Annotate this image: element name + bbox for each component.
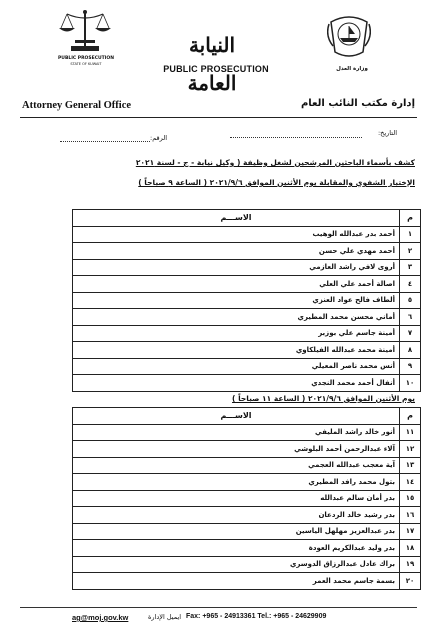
row-number: ٢٠ [400, 573, 421, 590]
table-row [73, 325, 421, 342]
table-row [73, 573, 421, 590]
table-row [73, 243, 421, 260]
candidate-name: اصالة أحمد علي العلي [73, 276, 400, 293]
row-number: ١٩ [400, 556, 421, 573]
candidate-name: أماني محسن محمد المطيري [73, 309, 400, 326]
scales-of-justice-icon [55, 8, 115, 56]
candidate-name: أروى لافي راشد العازمي [73, 259, 400, 276]
row-number: ٧ [400, 325, 421, 342]
table-row [73, 507, 421, 524]
candidate-name: بدر وليد عبدالكريم العودة [73, 540, 400, 557]
candidates-table-session-2 [72, 407, 421, 590]
table-row [73, 342, 421, 359]
row-number: ١٤ [400, 474, 421, 491]
candidate-name: آية معجب عبدالله العجمي [73, 457, 400, 474]
footer-phones: Fax: +965 - 24913361 Tel.: +965 - 24629909 [186, 613, 327, 620]
table-row [73, 490, 421, 507]
candidate-name: أنور خالد راشد المليفي [73, 424, 400, 441]
row-number: ٨ [400, 342, 421, 359]
public-prosecution-title: PUBLIC PROSECUTION [163, 64, 269, 74]
column-header-number: م [400, 210, 421, 227]
table-row [73, 523, 421, 540]
row-number: ٩ [400, 358, 421, 375]
document-heading: كشف بأسماء الباحثين المرشحين لشغل وظيفة ( وكيل نيابة - ج - لسنة ٢٠٢١ [135, 158, 415, 167]
date-label: التاريخ: [377, 129, 397, 137]
table-row [73, 226, 421, 243]
session-two-heading: يوم الأثنين الموافق ٢٠٢١/٩/٦ ( الساعة ١١ صباحاً ) [232, 394, 415, 403]
column-header-number: م [400, 408, 421, 425]
public-prosecution-logo: النيابة العامة [187, 33, 237, 95]
table-row [73, 556, 421, 573]
row-number: ٢ [400, 243, 421, 260]
table-row [73, 292, 421, 309]
row-number: ١ [400, 226, 421, 243]
row-number: ١٣ [400, 457, 421, 474]
candidate-name: ألطاف فالح عواد العنزي [73, 292, 400, 309]
footer-email-link[interactable]: ag@moj.gov.kw [72, 613, 129, 622]
row-number: ٤ [400, 276, 421, 293]
table-row [73, 276, 421, 293]
table-header-row [73, 408, 421, 425]
kuwait-emblem-icon [327, 12, 371, 60]
candidate-name: آلاء عبدالرحمن أحمد البلوشي [73, 441, 400, 458]
office-title-ar: إدارة مكتب النائب العام [300, 98, 415, 109]
column-header-name: الاســـم [73, 408, 400, 425]
candidate-name: بتول محمد رافد المطيري [73, 474, 400, 491]
row-number: ٦ [400, 309, 421, 326]
candidate-name: بسمة جاسم محمد العمر [73, 573, 400, 590]
header-divider [20, 117, 417, 118]
table-row [73, 259, 421, 276]
table-row [73, 540, 421, 557]
candidate-name: أمينة جاسم علي بوزبر [73, 325, 400, 342]
row-number: ١١ [400, 424, 421, 441]
reference-label: الرقم: [150, 134, 167, 142]
row-number: ١٥ [400, 490, 421, 507]
row-number: ٥ [400, 292, 421, 309]
candidate-name: أحمد مهدي علي حسن [73, 243, 400, 260]
row-number: ١٨ [400, 540, 421, 557]
candidate-name: أنفال أحمد محمد النجدي [73, 375, 400, 392]
left-emblem-line1: PUBLIC PROSECUTION [58, 56, 114, 61]
footer-email-label: ايميل الإدارة [148, 613, 182, 621]
column-header-name: الاســـم [73, 210, 400, 227]
table-header-row [73, 210, 421, 227]
candidate-name: بدر أمان سالم عبدالله [73, 490, 400, 507]
table-row [73, 441, 421, 458]
candidate-name: أحمد بدر عبدالله الوهيب [73, 226, 400, 243]
row-number: ٣ [400, 259, 421, 276]
table-row [73, 375, 421, 392]
ministry-label: وزارة العدل [336, 66, 368, 72]
candidate-name: بدر عبدالعزيز مهلهل الياسين [73, 523, 400, 540]
session-one-heading: الإختبار الشفوي والمقابلة يوم الأثنين الموافق ٢٠٢١/٩/٦ ( الساعة ٩ صباحاً ) [138, 178, 415, 187]
row-number: ١٦ [400, 507, 421, 524]
row-number: ١٢ [400, 441, 421, 458]
candidates-table-session-1 [72, 209, 421, 392]
table-row [73, 358, 421, 375]
candidate-name: بدر رشيد خالد الردعان [73, 507, 400, 524]
table-row [73, 457, 421, 474]
row-number: ١٠ [400, 375, 421, 392]
table-row [73, 424, 421, 441]
row-number: ١٧ [400, 523, 421, 540]
candidate-name: أمينة محمد عبدالله الفيلكاوي [73, 342, 400, 359]
left-emblem-line2: STATE OF KUWAIT [70, 62, 102, 66]
office-title-en: Attorney General Office [22, 100, 132, 111]
reference-line [60, 141, 150, 142]
table-row [73, 309, 421, 326]
candidate-name: براك عادل عبدالرزاق الدوسري [73, 556, 400, 573]
footer-divider [20, 607, 417, 608]
date-line [230, 137, 362, 138]
candidate-name: أنس محمد ناصر المعيلي [73, 358, 400, 375]
table-row [73, 474, 421, 491]
